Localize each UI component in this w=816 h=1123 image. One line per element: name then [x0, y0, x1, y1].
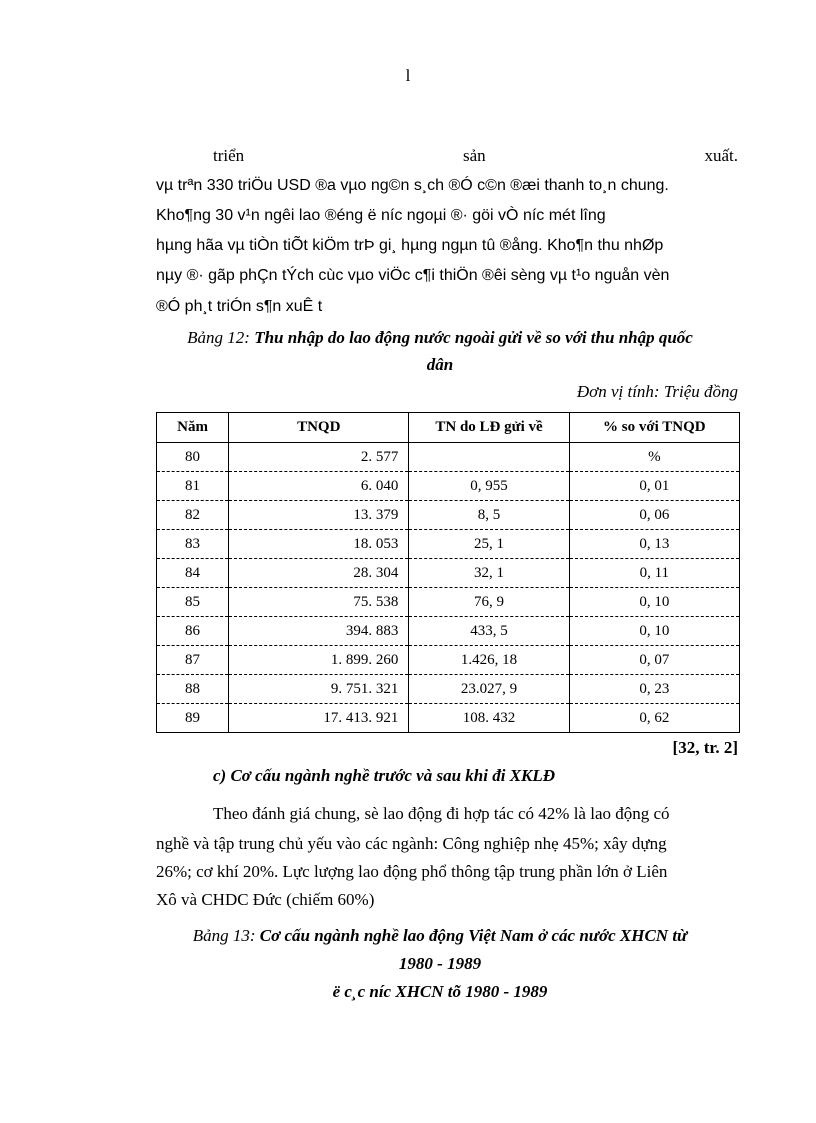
garbled-line: vµ trªn 330 triÖu USD ®a vµo ng©n s¸ch ®Ó c©n ®æi thanh to¸n chung. — [156, 177, 669, 194]
column-header: % so với TNQD — [569, 413, 739, 443]
table-row — [157, 646, 740, 675]
remittance-cell: 433, 5 — [409, 617, 569, 646]
remittance-cell: 23.027, 9 — [409, 675, 569, 704]
tnqd-cell: 9. 751. 321 — [229, 675, 409, 704]
year-cell: 85 — [157, 588, 229, 617]
percent-cell: % — [569, 443, 739, 472]
table-row — [157, 501, 740, 530]
table13-caption-title-3: ë c¸c níc XHCN tõ 1980 - 1989 — [332, 982, 548, 1001]
percent-cell: 0, 01 — [569, 472, 739, 501]
remittance-cell: 32, 1 — [409, 559, 569, 588]
remittance-cell: 0, 955 — [409, 472, 569, 501]
remittance-cell: 25, 1 — [409, 530, 569, 559]
table12-caption-prefix: Bảng 12: — [187, 328, 250, 347]
year-cell: 81 — [157, 472, 229, 501]
section-heading: c) Cơ cấu ngành nghề trước và sau khi đi XKLĐ — [213, 766, 556, 785]
table-row — [157, 617, 740, 646]
tnqd-cell: 17. 413. 921 — [229, 704, 409, 733]
table13-caption-prefix: Bảng 13: — [192, 926, 256, 945]
tnqd-cell: 2. 577 — [229, 443, 409, 472]
income-table — [156, 412, 740, 733]
tnqd-cell: 1. 899. 260 — [229, 646, 409, 675]
garbled-line: nµy ®· gãp phÇn tÝch cùc vµo viÖc c¶i thiÖn ®êi sèng vµ t¹o nguån vèn — [156, 267, 670, 284]
year-cell: 86 — [157, 617, 229, 646]
garbled-line: Kho¶ng 30 v¹n ngêi lao ®éng ë níc ngoµi ®· göi vÒ níc mét lîng — [156, 207, 606, 224]
tnqd-cell: 75. 538 — [229, 588, 409, 617]
remittance-cell: 8, 5 — [409, 501, 569, 530]
remittance-cell: 76, 9 — [409, 588, 569, 617]
remittance-cell — [409, 443, 569, 472]
table13-caption — [130, 926, 750, 946]
remittance-cell: 108. 432 — [409, 704, 569, 733]
unit-label: Đơn vị tính: Triệu đồng — [576, 382, 738, 401]
table12-caption — [130, 328, 750, 348]
year-cell: 83 — [157, 530, 229, 559]
table-header-row — [157, 413, 740, 443]
table-row — [157, 472, 740, 501]
percent-cell: 0, 62 — [569, 704, 739, 733]
paragraph-line: nghề và tập trung chủ yếu vào các ngành: Công nghiệp nhẹ 45%; xây dựng — [156, 834, 667, 853]
year-cell: 88 — [157, 675, 229, 704]
page-number: l — [405, 66, 411, 85]
tnqd-cell: 28. 304 — [229, 559, 409, 588]
percent-cell: 0, 07 — [569, 646, 739, 675]
garbled-line: hµng hãa vµ tiÒn tiÕt kiÖm trÞ gi¸ hµng ngµn tû ®ång. Kho¶n thu nhØp — [156, 237, 664, 254]
table-row — [157, 588, 740, 617]
year-cell: 84 — [157, 559, 229, 588]
table-row — [157, 530, 740, 559]
table13-caption-title-2: 1980 - 1989 — [398, 954, 482, 973]
table13-caption-cont — [130, 954, 750, 974]
tnqd-cell: 394. 883 — [229, 617, 409, 646]
year-cell: 82 — [157, 501, 229, 530]
top-word: sản — [462, 146, 486, 165]
year-cell: 80 — [157, 443, 229, 472]
tnqd-cell: 13. 379 — [229, 501, 409, 530]
percent-cell: 0, 23 — [569, 675, 739, 704]
table13-caption-garbled — [130, 982, 750, 1002]
table-row — [157, 443, 740, 472]
percent-cell: 0, 10 — [569, 588, 739, 617]
column-header: Năm — [157, 413, 229, 443]
table-row — [157, 675, 740, 704]
year-cell: 87 — [157, 646, 229, 675]
paragraph-line: 26%; cơ khí 20%. Lực lượng lao động phổ thông tập trung phần lớn ở Liên — [156, 862, 668, 881]
top-words-line — [213, 146, 738, 166]
percent-cell: 0, 13 — [569, 530, 739, 559]
percent-cell: 0, 06 — [569, 501, 739, 530]
table-row — [157, 704, 740, 733]
column-header: TNQD — [229, 413, 409, 443]
paragraph-line: Xô và CHDC Đức (chiếm 60%) — [156, 890, 375, 909]
paragraph-line: Theo đánh giá chung, sè lao động đi hợp tác có 42% là lao động có — [213, 804, 670, 823]
table12-reference: [32, tr. 2] — [672, 738, 738, 757]
percent-cell: 0, 10 — [569, 617, 739, 646]
remittance-cell: 1.426, 18 — [409, 646, 569, 675]
tnqd-cell: 6. 040 — [229, 472, 409, 501]
top-word: xuất. — [704, 146, 738, 165]
garbled-line: ®Ó ph¸t triÓn s¶n xuÊ t — [156, 298, 323, 315]
table-row — [157, 559, 740, 588]
table13-caption-title: Cơ cấu ngành nghề lao động Việt Nam ở các nước XHCN từ — [259, 926, 688, 945]
table12-caption-title-2: dân — [426, 355, 454, 374]
year-cell: 89 — [157, 704, 229, 733]
table12-caption-cont — [130, 355, 750, 375]
column-header: TN do LĐ gửi về — [409, 413, 569, 443]
table12-caption-title: Thu nhập do lao động nước ngoài gửi về so với thu nhập quốc — [254, 328, 693, 347]
top-word: triển — [213, 146, 245, 165]
percent-cell: 0, 11 — [569, 559, 739, 588]
tnqd-cell: 18. 053 — [229, 530, 409, 559]
